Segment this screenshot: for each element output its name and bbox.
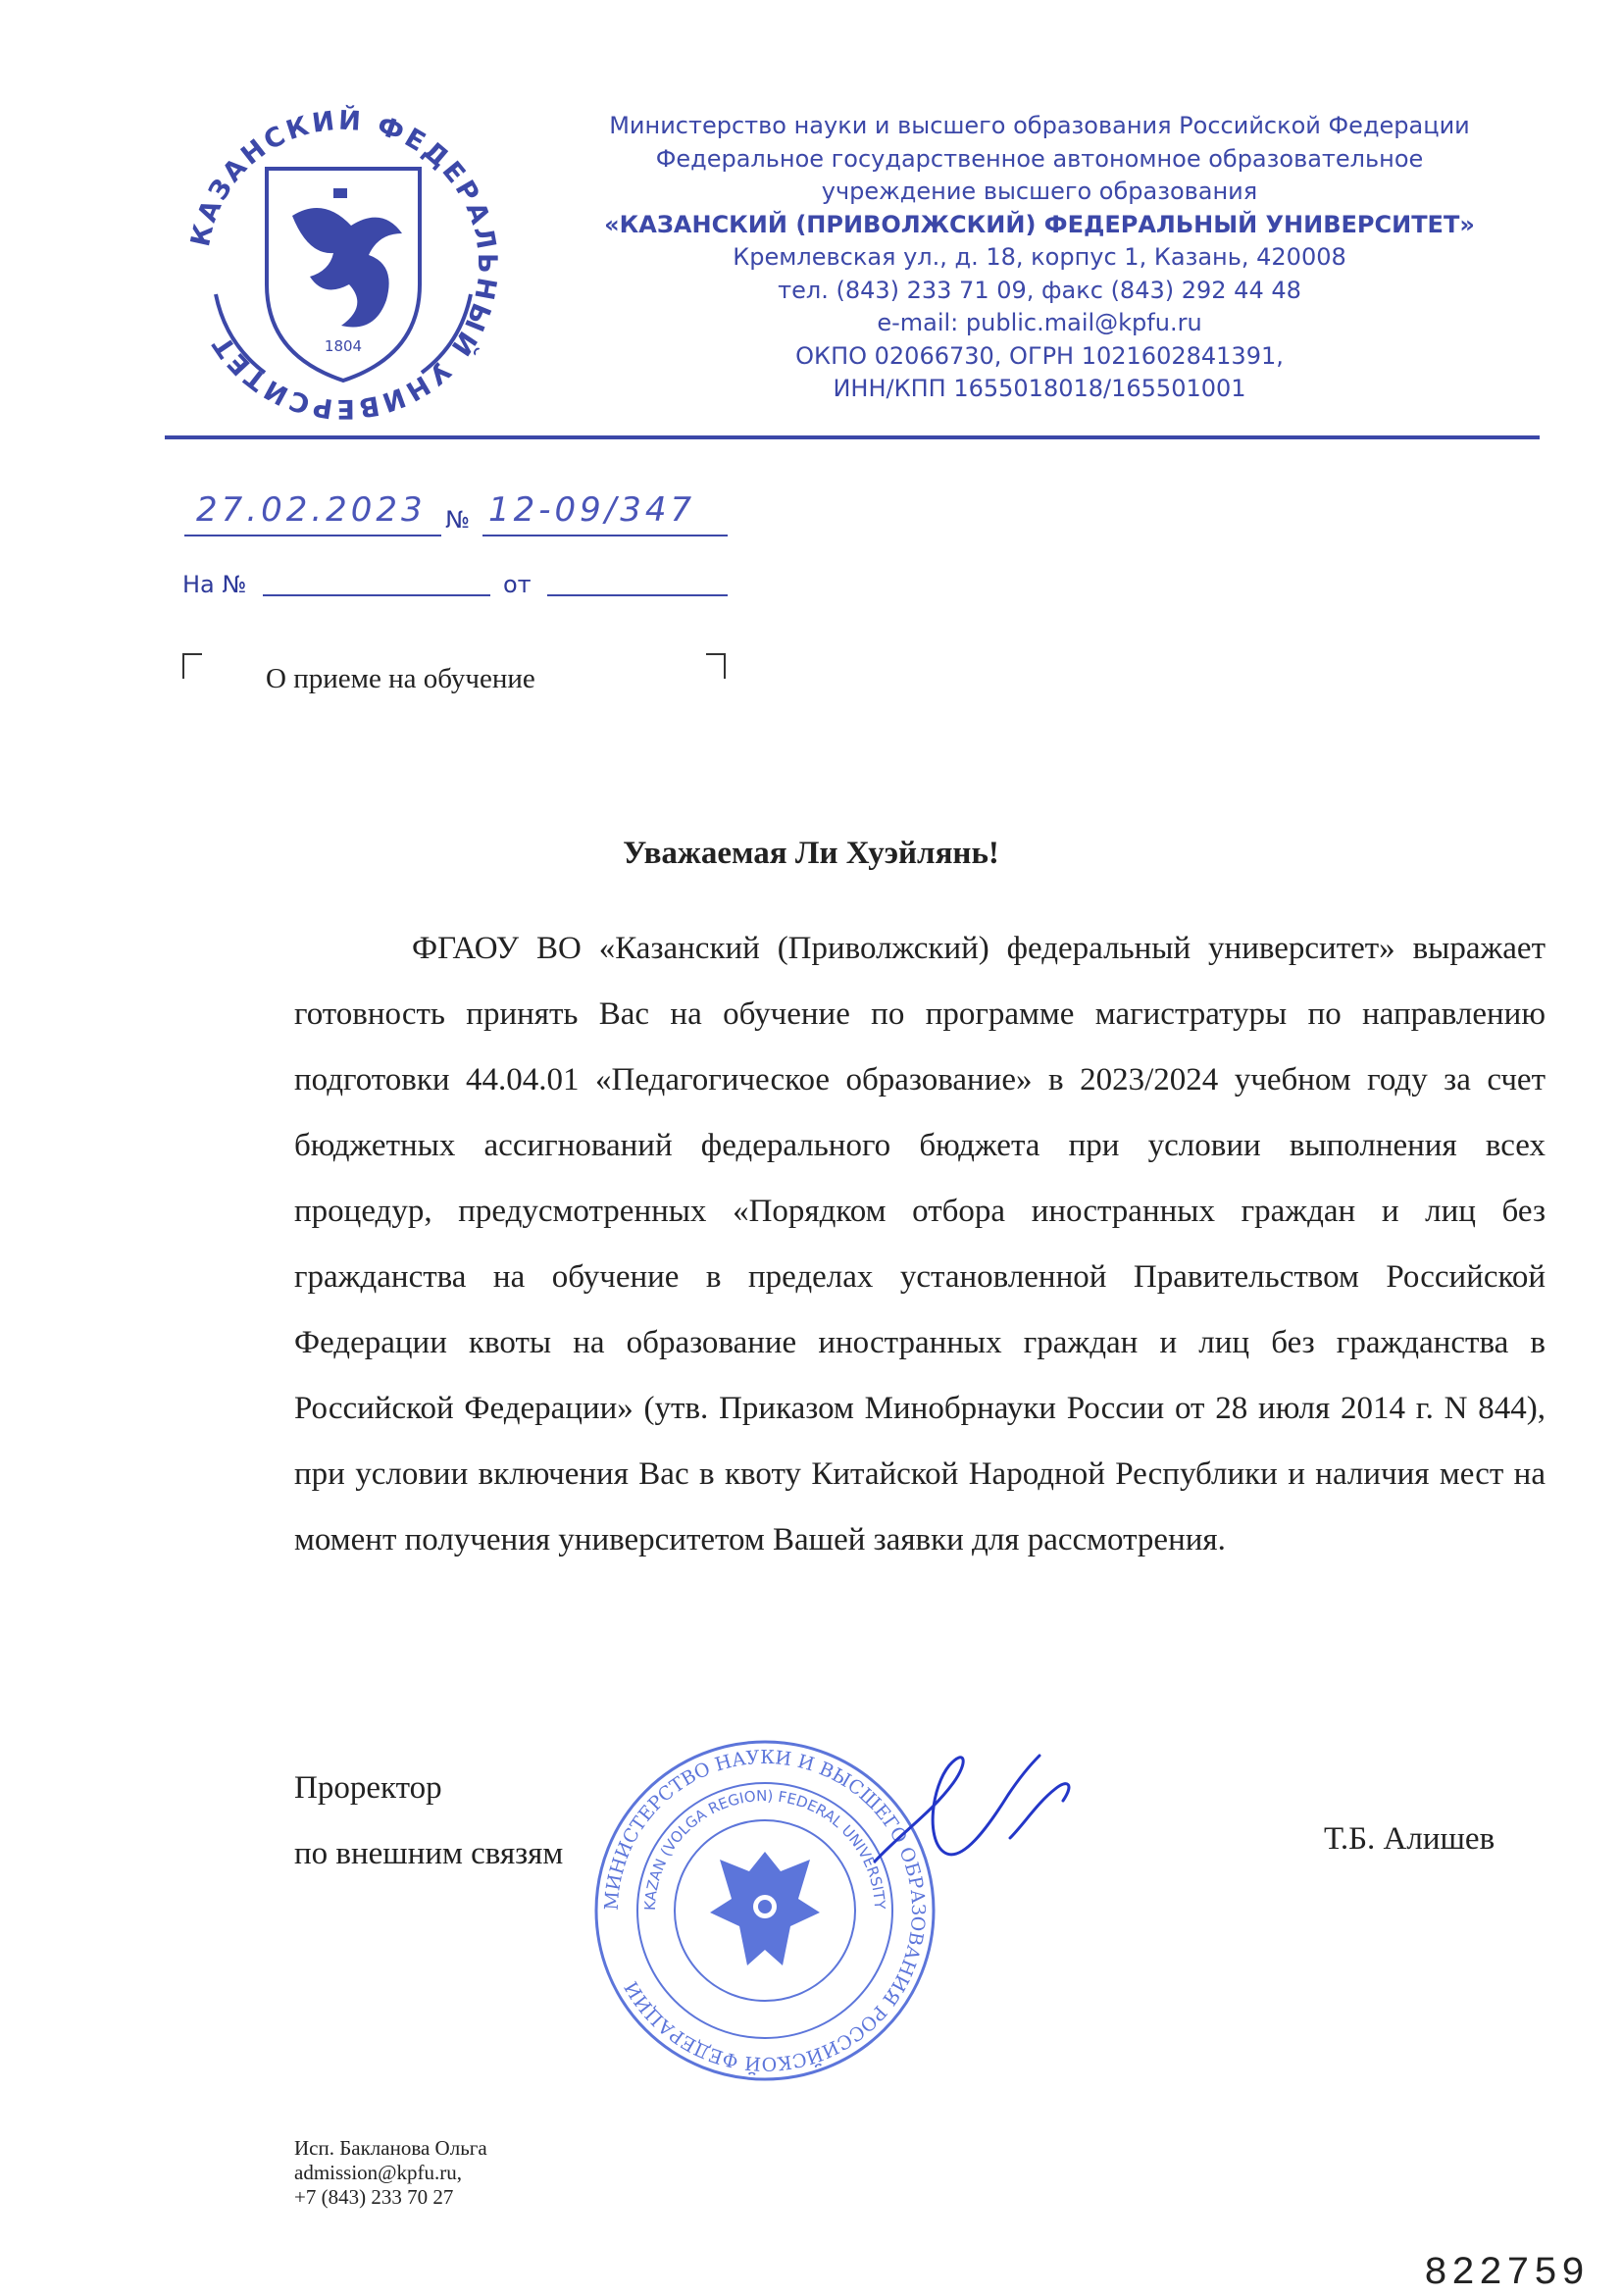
- number-label: №: [445, 506, 470, 534]
- logo-ring-text-path: КАЗАНСКИЙ ФЕДЕРАЛЬНЫЙ УНИВЕРСИТЕТ: [185, 105, 503, 425]
- executor-phone: +7 (843) 233 70 27: [294, 2185, 454, 2209]
- institution-line-2: учреждение высшего образования: [821, 178, 1258, 205]
- okpo-ogrn-line: ОКПО 02066730, ОГРН 1021602841391,: [795, 341, 1284, 370]
- subject-bracket-right: [706, 653, 726, 679]
- date-underline: [184, 535, 441, 536]
- date-handwritten: 27.02.2023: [196, 490, 427, 530]
- letterhead: [588, 110, 1491, 406]
- form-serial-number: 822759: [1424, 2252, 1590, 2296]
- email-line: e-mail: public.mail@kpfu.ru: [877, 309, 1202, 336]
- executor-contact: [294, 2136, 487, 2210]
- signature-stroke: [875, 1756, 1069, 1862]
- phone-fax-line: тел. (843) 233 71 09, факс (843) 292 44 48: [778, 276, 1301, 304]
- body-paragraph: ФГАОУ ВО «Казанский (Приволжский) федеральный университет» выражает готовность принять Вас на обучение по программе магистратуры по направлению подготовки 44.04.01 «Педагогическое образование» в 2023/2024 учебном году за счет бюджетных ассигнований федерального бюджета при условии выполнения всех процедур, предусмотренных «Порядком отбора иностранных граждан и лиц без гражданства на обучение в пределах установленной Правительством Российской Федерации квоты на образование иностранных граждан и лиц без гражданства в Российской Федерации» (утв. Приказом Минобрнауки России от 28 июля 2014 г. N 844), при условии включения Вас в квоту Китайской Народной Республики и наличия мест на момент получения университетом Вашей заявки для рассмотрения.: [294, 931, 1546, 1557]
- handwritten-signature: [863, 1744, 1098, 1891]
- logo-dragon: [292, 208, 402, 328]
- university-name: «КАЗАНСКИЙ (ПРИВОЛЖСКИЙ) ФЕДЕРАЛЬНЫЙ УНИВЕРСИТЕТ»: [604, 210, 1475, 238]
- signatory-name: Т.Б. Алишев: [1324, 1821, 1495, 1857]
- position-line-1: Проректор: [294, 1770, 442, 1806]
- position-line-2: по внешним связям: [294, 1836, 564, 1871]
- subject-bracket-left: [182, 653, 202, 679]
- executor-email: admission@kpfu.ru,: [294, 2161, 462, 2184]
- header-divider: [165, 435, 1540, 439]
- letter-body: [294, 916, 1546, 1573]
- university-logo: [177, 98, 510, 432]
- stamp-outer-text-path: МИНИСТЕРСТВО НАУКИ И ВЫСШЕГО ОБРАЗОВАНИЯ РОССИЙСКОЙ ФЕДЕРАЦИИ: [600, 1746, 930, 2075]
- salutation: Уважаемая Ли Хуэйлянь!: [623, 836, 999, 871]
- double-headed-eagle-icon: [710, 1852, 820, 1965]
- logo-crown: [333, 188, 347, 198]
- in-reply-underline: [263, 594, 490, 596]
- logo-year: 1804: [324, 337, 363, 355]
- inn-kpp-line: ИНН/КПП 1655018018/165501001: [833, 375, 1246, 402]
- number-underline: [482, 535, 728, 536]
- from-label: от: [503, 571, 532, 598]
- stamp-inner-text-path: KAZAN (VOLGA REGION) FEDERAL UNIVERSITY: [640, 1786, 889, 1912]
- executor-name: Исп. Бакланова Ольга: [294, 2136, 487, 2160]
- from-underline: [547, 594, 728, 596]
- signatory-position: [294, 1756, 563, 1887]
- institution-line-1: Федеральное государственное автономное образовательное: [655, 144, 1424, 173]
- address-line: Кремлевская ул., д. 18, корпус 1, Казань, 420008: [733, 243, 1346, 271]
- subject-line: О приеме на обучение: [266, 663, 535, 694]
- in-reply-label: На №: [182, 571, 247, 598]
- number-handwritten: 12-09/347: [488, 490, 696, 530]
- ministry-line: Министерство науки и высшего образования Российской Федерации: [609, 112, 1470, 139]
